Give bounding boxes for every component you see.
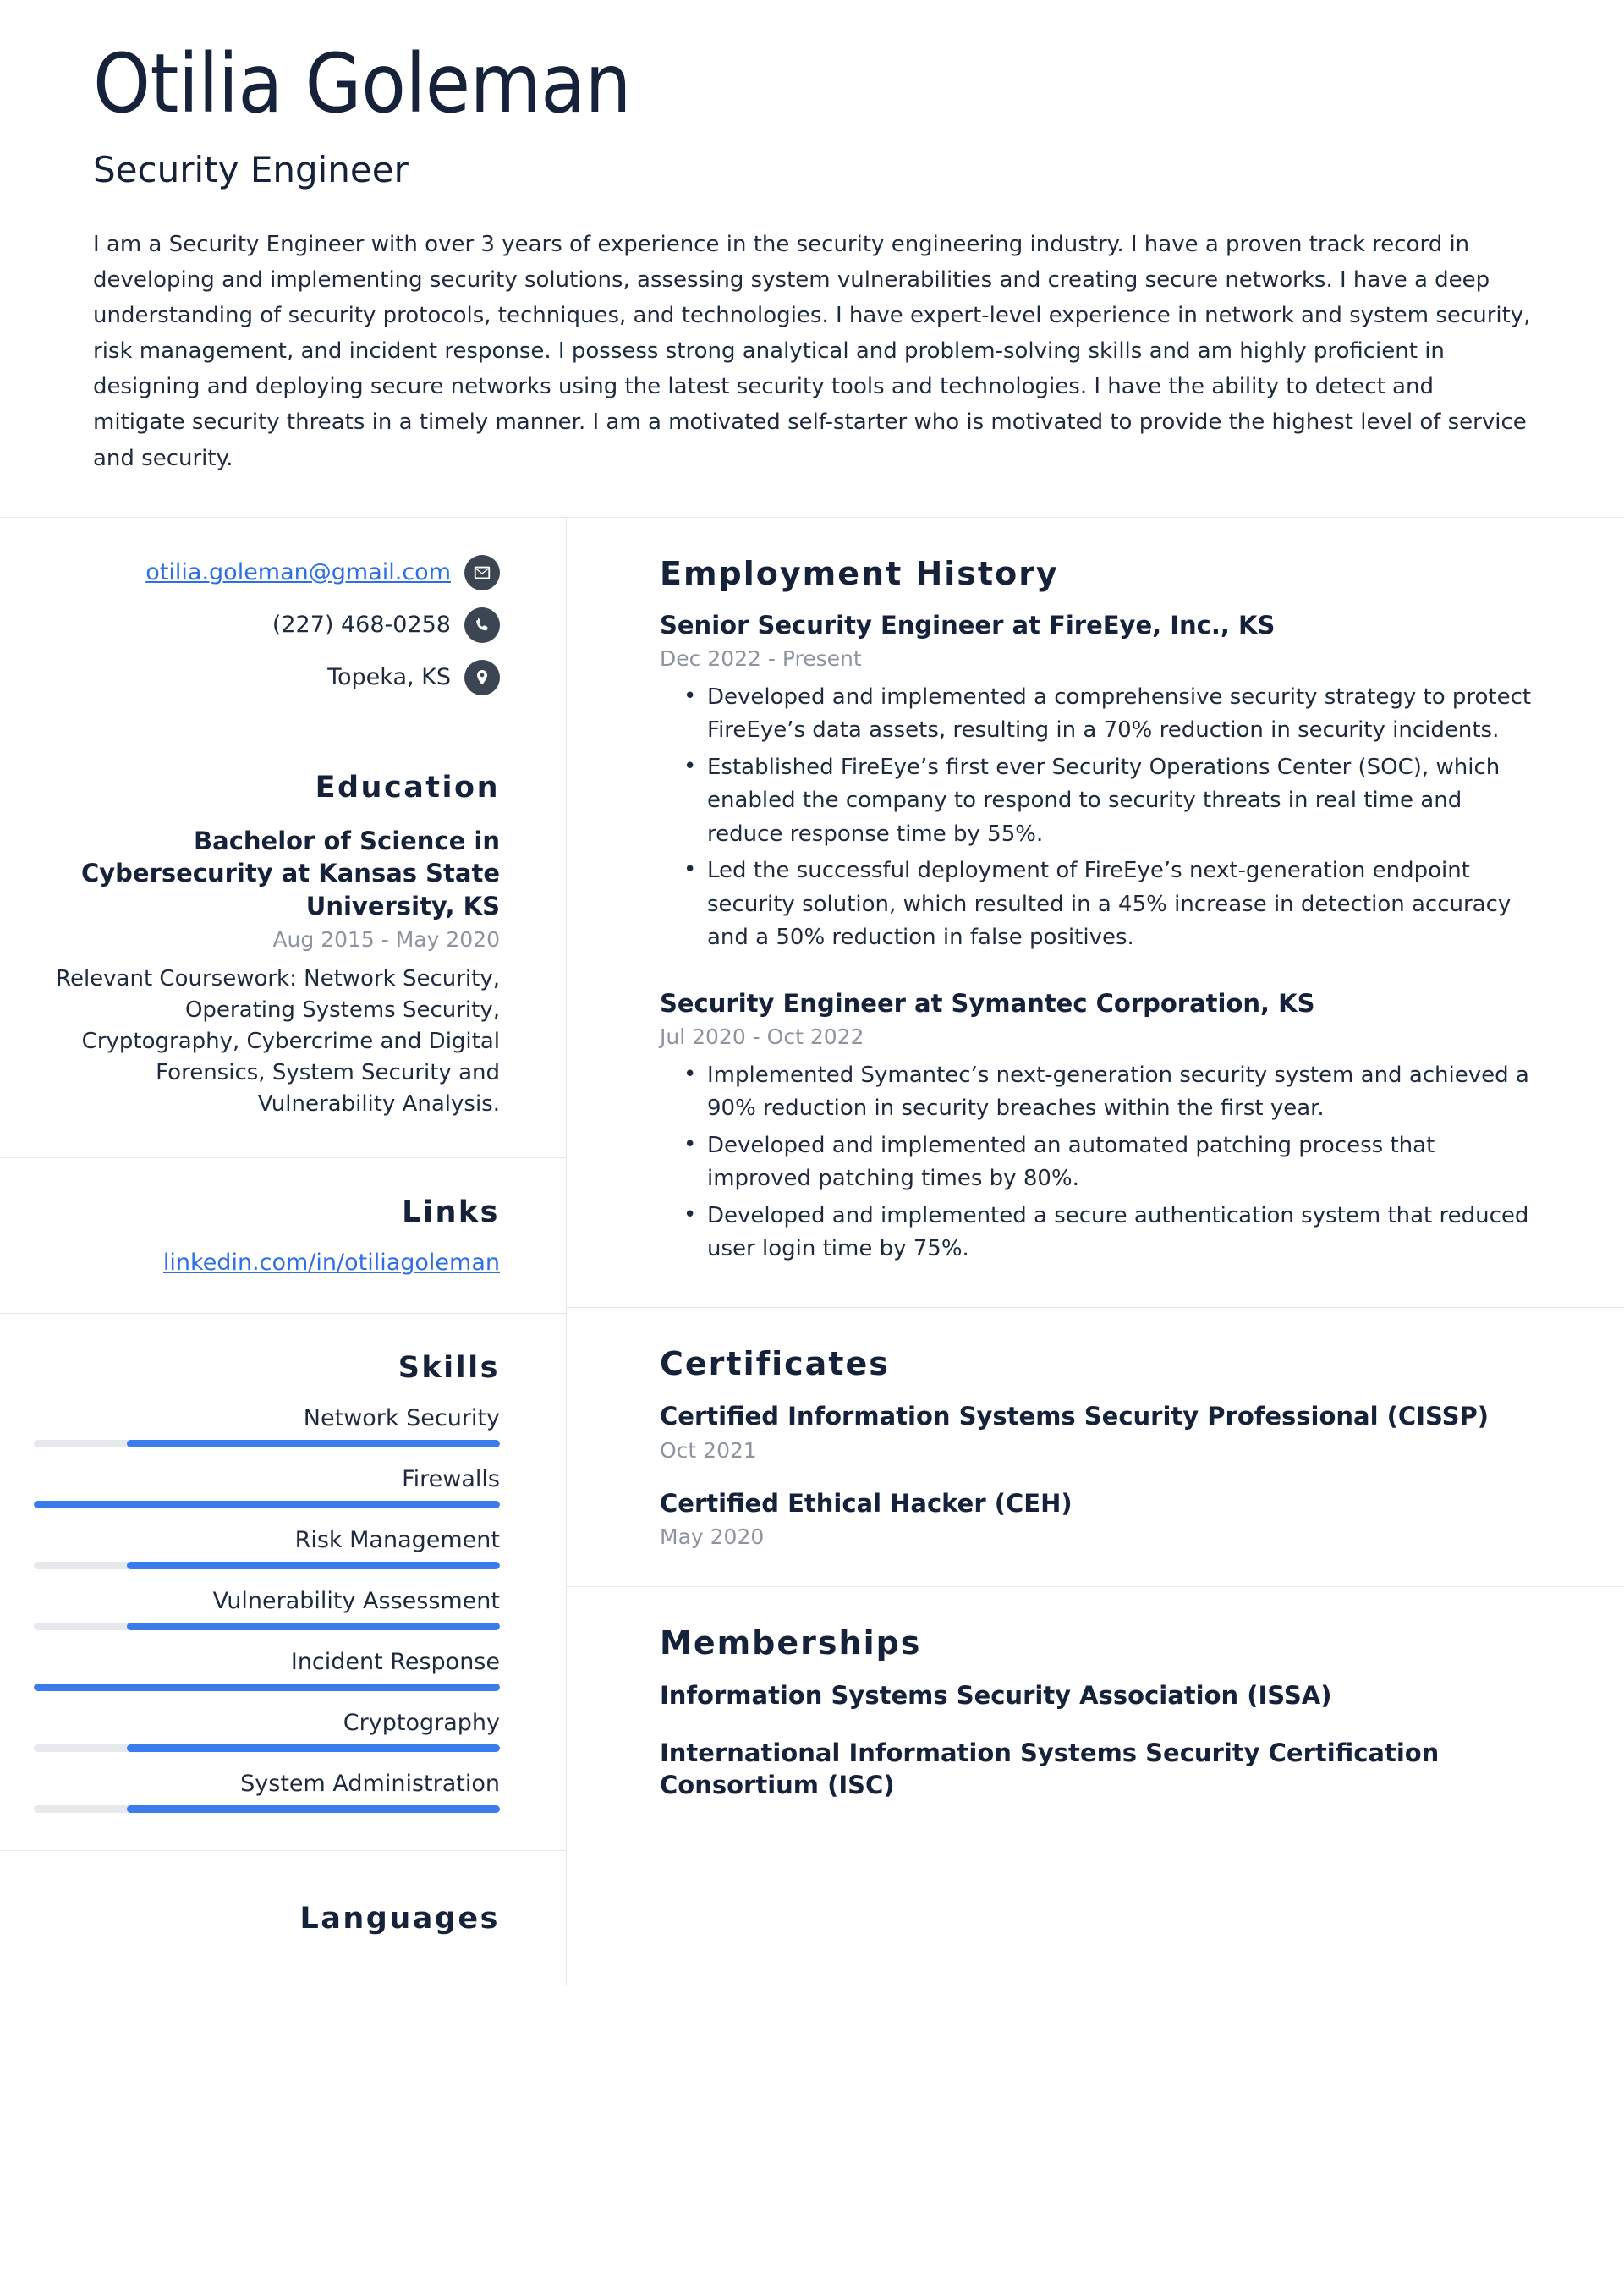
contact-email-row[interactable] [34,555,500,590]
education-description: Relevant Coursework: Network Security, Operating Systems Security, Cryptography, Cybercrime and Digital Forensics, System Security and Vulnerability Analysis. [56,966,500,1117]
skill-label: Firewalls [402,1465,500,1492]
envelope-icon [464,555,500,590]
skill-label: Incident Response [290,1648,500,1675]
certificate-title: Certified Ethical Hacker (CEH) [660,1488,1073,1518]
linkedin-link[interactable]: linkedin.com/in/otiliagoleman [162,1249,500,1276]
location-text: Topeka, KS [327,664,451,691]
skill-item [34,1588,500,1630]
sidebar [0,518,567,1986]
employment-item [660,989,1539,1266]
employment-item [660,611,1539,955]
employment-bullets [660,681,1539,955]
employment-bullet: • Implemented Symantec’s next-generation security system and achieved a 90% reduction in security breaches within the first year. [707,1059,1539,1126]
employment-section [567,518,1624,1308]
skill-label: Cryptography [343,1709,500,1736]
skill-label: Risk Management [294,1526,500,1553]
skill-level-track [34,1501,500,1508]
education-degree: Bachelor of Science in Cybersecurity at Kansas State University, KS [80,826,500,920]
resume-header [0,0,1624,476]
employment-title: Senior Security Engineer at FireEye, Inc., KS [660,610,1276,640]
job-title: Security Engineer [93,148,409,190]
skill-level-fill [127,1805,500,1813]
skill-level-fill [127,1440,500,1447]
skill-level-fill [127,1562,500,1569]
phone-icon [464,607,500,643]
phone-number: (227) 468-0258 [272,612,451,639]
skills-list [34,1405,500,1813]
skill-label: Vulnerability Assessment [212,1587,500,1614]
membership-item [660,1680,1539,1712]
employment-bullet: • Developed and implemented an automated patching process that improved patching times by 80%. [707,1129,1539,1196]
certificates-section [567,1308,1624,1587]
skill-item [34,1527,500,1569]
membership-title: International Information Systems Security Certification Consortium (ISC) [660,1738,1440,1799]
education-heading: Education [315,770,500,805]
certificate-date: Oct 2021 [660,1437,757,1463]
contact-phone-row [34,607,500,643]
employment-bullets [660,1059,1539,1266]
memberships-section [567,1587,1624,1843]
skill-item [34,1649,500,1691]
employment-bullet: • Developed and implemented a comprehensive security strategy to protect FireEye’s data assets, resulting in a 70% reduction in security incidents. [707,681,1539,748]
page-title: Otilia Goleman [93,36,631,131]
contact-section [0,518,566,733]
skill-level-track [34,1805,500,1813]
employment-bullet: • Developed and implemented a secure authentication system that reduced user login time by 75%. [707,1200,1539,1266]
contact-location-row [34,660,500,695]
languages-section [0,1851,566,1986]
certificate-title: Certified Information Systems Security Professional (CISSP) [660,1401,1489,1431]
skills-section [0,1314,566,1851]
map-pin-icon [464,660,500,695]
certificate-item [660,1401,1539,1463]
certificates-list [660,1401,1539,1549]
employment-title: Security Engineer at Symantec Corporation, KS [660,988,1315,1018]
skill-item [34,1771,500,1813]
links-section [0,1158,566,1314]
certificates-heading: Certificates [660,1344,890,1382]
resume-body [0,518,1624,1986]
education-date: Aug 2015 - May 2020 [272,927,500,953]
skill-level-fill [127,1623,500,1630]
email-link[interactable]: otilia.goleman@gmail.com [145,559,451,586]
skill-level-track [34,1744,500,1752]
membership-title: Information Systems Security Association (ISSA) [660,1681,1332,1711]
employment-date: Jul 2020 - Oct 2022 [660,1024,864,1049]
employment-date: Dec 2022 - Present [660,645,862,671]
skills-heading: Skills [398,1350,500,1385]
employment-bullet: • Established FireEye’s first ever Security Operations Center (SOC), which enabled the company to respond to security threats in real time and reduce response time by 55%. [707,751,1539,852]
main-content [567,518,1624,1986]
membership-item [660,1738,1539,1801]
skill-level-track [34,1623,500,1630]
languages-heading: Languages [299,1901,500,1936]
certificate-date: May 2020 [660,1524,765,1550]
skill-level-fill [127,1744,500,1752]
memberships-heading: Memberships [660,1624,922,1662]
skill-item [34,1466,500,1508]
skill-item [34,1405,500,1447]
skill-level-fill [34,1501,500,1508]
skill-level-track [34,1684,500,1691]
links-heading: Links [402,1195,500,1229]
skill-item [34,1710,500,1752]
memberships-list [660,1680,1539,1801]
employment-bullet: • Led the successful deployment of FireEye’s next-generation endpoint security solution, which resulted in a 45% increase in detection accuracy and a 50% reduction in false positives. [707,854,1539,955]
education-section [0,733,566,1158]
links-list [34,1250,500,1276]
skill-label: System Administration [240,1770,500,1797]
skill-level-track [34,1440,500,1447]
employment-heading: Employment History [660,554,1059,592]
skill-level-track [34,1562,500,1569]
certificate-item [660,1488,1539,1550]
skill-level-fill [34,1684,500,1691]
professional-summary: I am a Security Engineer with over 3 years of experience in the security engineering industry. I have a proven track record in developing and implementing security solutions, assessing system vulnerabilities and creating secure networks. I have a deep understanding of security protocols, techniques, and technologies. I have expert-level experience in network and system security, risk management, and incident response. I possess strong analytical and problem-solving skills and am highly proficient in designing and deploying secure networks using the latest security tools and technologies. I have the ability to detect and mitigate security threats in a timely manner. I am a motivated self-starter who is motivated to provide the highest level of service and security. [93,231,1531,471]
employment-list [660,611,1539,1266]
skill-label: Network Security [303,1404,500,1431]
